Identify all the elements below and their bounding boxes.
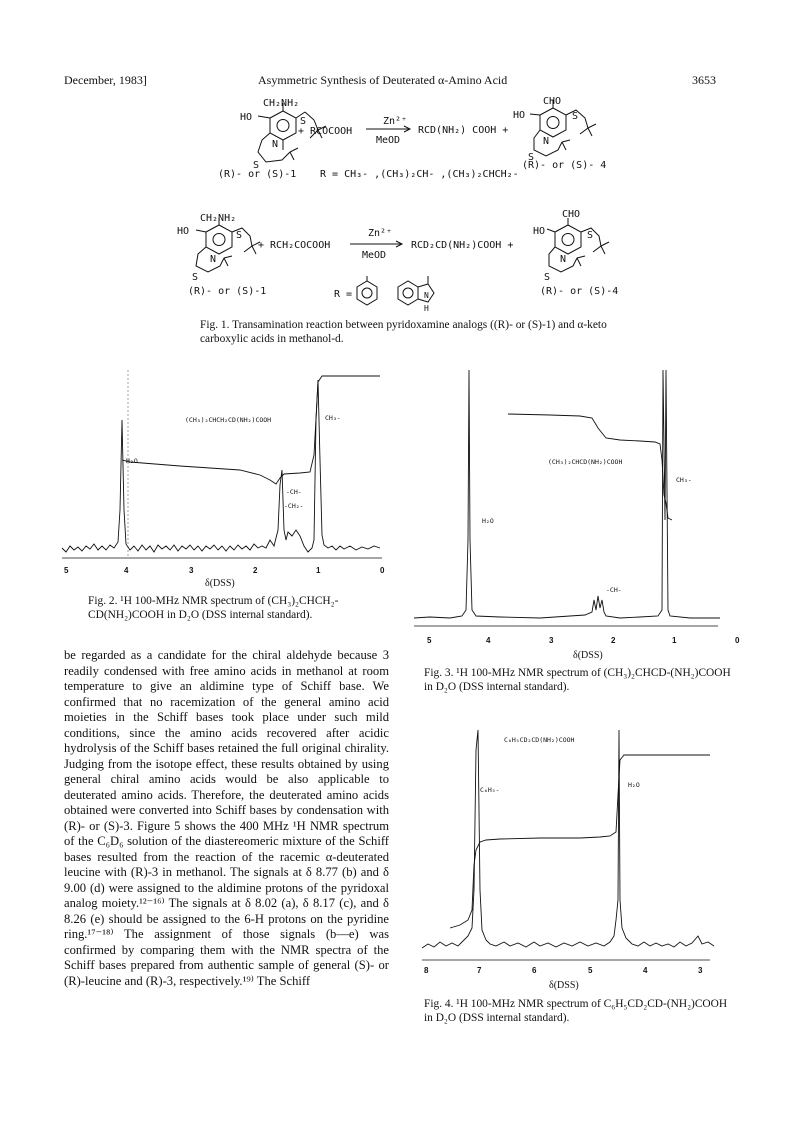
scheme1-left-label: (R)- or (S)-1 bbox=[218, 169, 297, 180]
scheme1-reagent: + RCOCOOH bbox=[298, 126, 353, 137]
scheme2-s-top: S bbox=[236, 230, 243, 241]
page-number: 3653 bbox=[692, 73, 716, 87]
fig3-ch3-label: CH₃- bbox=[676, 476, 692, 484]
fig2-caption: Fig. 2. ¹H 100-MHz NMR spectrum of (CH₃)₂CHCH₂-CD(NH₂)COOH in D₂O (DSS internal standard). bbox=[88, 595, 339, 621]
fig1-caption: Fig. 1. Transamination reaction between pyridoxamine analogs ((R)- or (S)-1) and α-keto carboxylic acids in methanol-d. bbox=[200, 319, 607, 345]
scheme1-right-label: (R)- or (S)- 4 bbox=[522, 160, 607, 171]
running-header-title: Asymmetric Synthesis of Deuterated α-Amino Acid bbox=[258, 73, 508, 87]
fig4-tick-8: 8 bbox=[424, 966, 429, 975]
scheme2-right-ho: HO bbox=[533, 226, 546, 237]
fig2-ch-label: -CH- bbox=[286, 488, 302, 496]
fig4-tick-3: 3 bbox=[698, 966, 703, 975]
fig2-tick-2: 2 bbox=[253, 566, 258, 575]
fig2-tick-1: 1 bbox=[316, 566, 321, 575]
fig3-tick-4: 4 bbox=[486, 636, 491, 645]
scheme1-top-group: CH₂NH₂ bbox=[263, 98, 300, 109]
fig3-tick-0: 0 bbox=[735, 636, 740, 645]
fig2-tick-3: 3 bbox=[189, 566, 194, 575]
fig4-compound: C₆H₅CD₂CD(NH₂)COOH bbox=[504, 736, 575, 744]
fig3-integral bbox=[508, 414, 672, 520]
scheme1-right-s2: S bbox=[528, 152, 535, 163]
fig4-c6h5-label: C₆H₅- bbox=[480, 786, 500, 794]
scheme2-left-label: (R)- or (S)-1 bbox=[188, 286, 267, 297]
fig4-spectrum bbox=[420, 700, 720, 970]
scheme1-s-top: S bbox=[300, 116, 307, 127]
fig4-tick-6: 6 bbox=[532, 966, 537, 975]
scheme2-r-eq: R = bbox=[334, 289, 353, 300]
scheme2-solvent: MeOD bbox=[362, 250, 387, 261]
scheme1-r-def: R = CH₃- ,(CH₃)₂CH- ,(CH₃)₂CHCH₂- bbox=[320, 169, 519, 180]
fig3-axis-label: δ(DSS) bbox=[573, 650, 603, 661]
indole-h-label: H bbox=[424, 304, 429, 313]
fig2-axis-label: δ(DSS) bbox=[205, 578, 235, 589]
scheme2-right-s2: S bbox=[544, 272, 551, 283]
fig3-tick-1: 1 bbox=[672, 636, 677, 645]
scheme2-right-n: N bbox=[560, 254, 567, 265]
scheme2-catalyst: Zn²⁺ bbox=[368, 228, 393, 239]
fig4-h2o-label: H₂O bbox=[628, 781, 640, 789]
scheme2-product: RCD₂CD(NH₂)COOH + bbox=[411, 240, 514, 251]
fig3-h2o-label: H₂O bbox=[482, 517, 494, 525]
fig2-tick-5: 5 bbox=[64, 566, 69, 575]
fig3-compound: (CH₃)₂CHCD(NH₂)COOH bbox=[548, 458, 623, 466]
fig3-spectrum bbox=[410, 360, 730, 650]
fig4-integral bbox=[450, 755, 710, 928]
fig2-ch2-label: -CH₂- bbox=[284, 502, 304, 510]
scheme1-s-bottom: S bbox=[253, 160, 260, 171]
fig3-tick-5: 5 bbox=[427, 636, 432, 645]
body-paragraph: be regarded as a candidate for the chiral aldehyde because 3 readily condensed with free amino acids in methanol at room temperature to give an aldimine type of Schiff base. We confirmed that no racemization of the general amino acid moieties in the Schiff bases took place under such mild conditions, since the amino acids recovered after acidic hydrolysis of the Schiff bases retained the full original chirality. Judging from the isotope effect, these results obtained by using general chiral amino acids would be also applicable to deuterated amino acids. Therefore, the deuterated amino acids obtained were converted into Schiff bases by condensation with (R)- or (S)-3. Figure 5 shows the 400 MHz ¹H NMR spectrum of the C₆D₆ solution of the diastereomeric mixture of the Schiff bases resulted from the reaction of the racemic α-deuterated leucine with (R)-3 in methanol. The signals at δ 8.77 (b) and δ 9.00 (d) were assigned to the aldimine protons of the pyridoxal analog moiety.¹²⁻¹⁶⁾ The signals at δ 8.02 (a), δ 8.17 (c), and δ 8.26 (e) should be assigned to the 6-H protons on the pyridine ring.¹⁷⁻¹⁸⁾ The assignment of those signals (b—e) was confirmed by comparing them with the NMR spectra of the Schiff bases prepared from authentic sample of general (S)- or (R)-leucine and (R)-3, respectively.¹⁹⁾ The Schiff bbox=[64, 648, 389, 988]
scheme1-solvent: MeOD bbox=[376, 135, 401, 146]
scheme1-n: N bbox=[272, 139, 279, 150]
body-text-column bbox=[64, 648, 389, 989]
scheme2-reagent: + RCH₂COCOOH bbox=[258, 240, 331, 251]
pyridoxal-structure-4b bbox=[547, 218, 609, 272]
phenyl-ring-icon bbox=[357, 276, 377, 305]
fig3-ch-label: -CH- bbox=[606, 586, 622, 594]
reaction-scheme bbox=[0, 0, 793, 330]
scheme1-catalyst: Zn²⁺ bbox=[383, 116, 408, 127]
fig2-tick-4: 4 bbox=[124, 566, 129, 575]
fig2-trace bbox=[62, 380, 380, 552]
fig4-axis-label: δ(DSS) bbox=[549, 980, 579, 991]
fig2-integral bbox=[122, 376, 380, 484]
scheme1-right-s: S bbox=[572, 111, 579, 122]
fig2-tick-0: 0 bbox=[380, 566, 385, 575]
scheme1-ho: HO bbox=[240, 112, 253, 123]
fig4-tick-7: 7 bbox=[477, 966, 482, 975]
fig3-tick-2: 2 bbox=[611, 636, 616, 645]
scheme2-right-s: S bbox=[587, 230, 594, 241]
running-header-left: December, 1983] bbox=[64, 73, 147, 87]
fig3-trace bbox=[414, 370, 720, 618]
fig2-ch3-label: CH₃- bbox=[325, 414, 341, 422]
pyridoxamine-structure-2 bbox=[196, 218, 260, 272]
fig4-caption: Fig. 4. ¹H 100-MHz NMR spectrum of C₆H₅CD₂CD-(NH₂)COOH in D₂O (DSS internal standard). bbox=[424, 998, 728, 1024]
scheme1-right-top: CHO bbox=[543, 96, 562, 107]
fig2-h2o-label: H₂O bbox=[126, 457, 138, 465]
scheme2-n: N bbox=[210, 254, 217, 265]
scheme2-right-label: (R)- or (S)-4 bbox=[540, 286, 619, 297]
indole-n-label: N bbox=[424, 291, 429, 300]
scheme1-right-n: N bbox=[543, 136, 550, 147]
fig3-caption: Fig. 3. ¹H 100-MHz NMR spectrum of (CH₃)₂CHCD-(NH₂)COOH in D₂O (DSS internal standard). bbox=[424, 667, 731, 693]
fig2-spectrum bbox=[60, 360, 390, 590]
fig4-tick-5: 5 bbox=[588, 966, 593, 975]
scheme2-s-bottom: S bbox=[192, 272, 199, 283]
scheme2-top-group: CH₂NH₂ bbox=[200, 213, 237, 224]
fig2-compound: (CH₃)₂CHCH₂CD(NH₂)COOH bbox=[185, 416, 272, 424]
fig4-tick-4: 4 bbox=[643, 966, 648, 975]
scheme2-right-top: CHO bbox=[562, 209, 581, 220]
scheme1-product: RCD(NH₂) COOH + bbox=[418, 125, 509, 136]
fig4-trace bbox=[422, 730, 714, 948]
fig3-tick-3: 3 bbox=[549, 636, 554, 645]
scheme2-ho: HO bbox=[177, 226, 190, 237]
scheme1-right-ho: HO bbox=[513, 110, 526, 121]
pyridoxal-structure-4 bbox=[530, 100, 596, 156]
